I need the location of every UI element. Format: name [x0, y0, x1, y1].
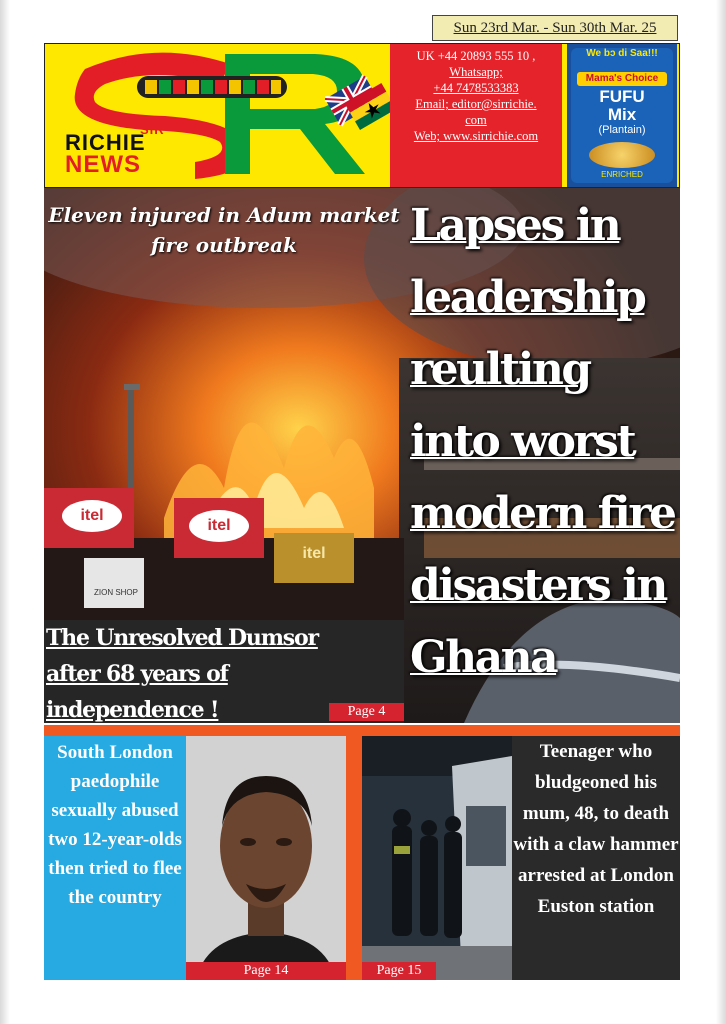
ad-variant: (Plantain) — [598, 124, 646, 136]
fufu-bowl-icon — [589, 142, 655, 168]
fire-disaster-headline[interactable] — [410, 190, 680, 694]
whatsapp-number[interactable]: +44 7478533383 — [433, 81, 519, 95]
website-link[interactable]: Web; www.sirrichie.com — [413, 129, 539, 143]
ad-tagline: We bɔ di Saa!!! — [586, 48, 658, 59]
suspect-photo[interactable] — [186, 736, 346, 980]
email-line-2[interactable]: com — [465, 113, 487, 127]
itel-sign-1: itel — [62, 500, 122, 532]
dumsor-line: The Unresolved Dumsor — [46, 625, 318, 651]
logo-news: NEWS — [65, 151, 141, 178]
suspect-portrait — [186, 736, 346, 980]
page-4-link[interactable]: Page 4 — [329, 703, 404, 721]
story-separator — [346, 736, 362, 980]
page-15-link[interactable]: Page 15 — [362, 962, 436, 980]
headline-line: reulting — [410, 344, 590, 395]
ad-product-line1: FUFU — [599, 87, 645, 106]
itel-sign-2: itel — [189, 510, 249, 542]
headline-line: Lapses in — [410, 200, 620, 251]
hero-fire-story[interactable] — [44, 188, 680, 723]
headline-line: leadership — [410, 272, 645, 323]
adum-fire-subheadline[interactable]: Eleven injured in Adum market fire outbreak — [48, 203, 400, 257]
euston-station-photo[interactable] — [362, 736, 512, 980]
headline-line: Ghana — [410, 632, 557, 683]
masthead — [44, 43, 680, 188]
ad-product-line2: Mix — [607, 105, 637, 124]
headline-line: modern fire — [410, 488, 675, 539]
whatsapp-label: Whatsapp; — [449, 65, 503, 79]
contact-info — [390, 44, 562, 187]
ad-badge: ENRICHED — [601, 170, 643, 179]
ad-brand: Mama's Choice — [577, 72, 667, 86]
page-14-link[interactable]: Page 14 — [186, 962, 346, 980]
dumsor-story[interactable] — [44, 620, 404, 723]
sir-richie-news-logo[interactable] — [45, 44, 390, 187]
dumsor-line: independence ! — [46, 697, 219, 723]
dumsor-line: after 68 years of — [46, 661, 228, 687]
police-train-photo — [362, 736, 512, 980]
itel-sign-3: itel — [302, 545, 326, 562]
euston-story-headline[interactable]: Teenager who bludgeoned his mum, 48, to death with a claw hammer arrested at London Euston station — [512, 736, 680, 980]
fufu-mix-advert[interactable] — [567, 44, 677, 187]
headline-line: disasters in — [410, 560, 666, 611]
section-divider — [44, 725, 680, 736]
issue-date-range: Sun 23rd Mar. - Sun 30th Mar. 25 — [432, 15, 678, 41]
paedophile-story-headline[interactable]: South London paedophile sexually abused two 12-year-olds then tried to flee the country — [44, 736, 186, 980]
logo-sir: SIR — [140, 122, 165, 137]
zion-shop-sign: ZION SHOP — [93, 588, 138, 597]
logo-richie: RICHIE — [65, 130, 146, 155]
headline-line: into worst — [410, 416, 635, 467]
email-line-1[interactable]: Email; editor@sirrichie. — [415, 97, 537, 111]
uk-phone[interactable]: UK +44 20893 555 10 , — [416, 49, 536, 63]
